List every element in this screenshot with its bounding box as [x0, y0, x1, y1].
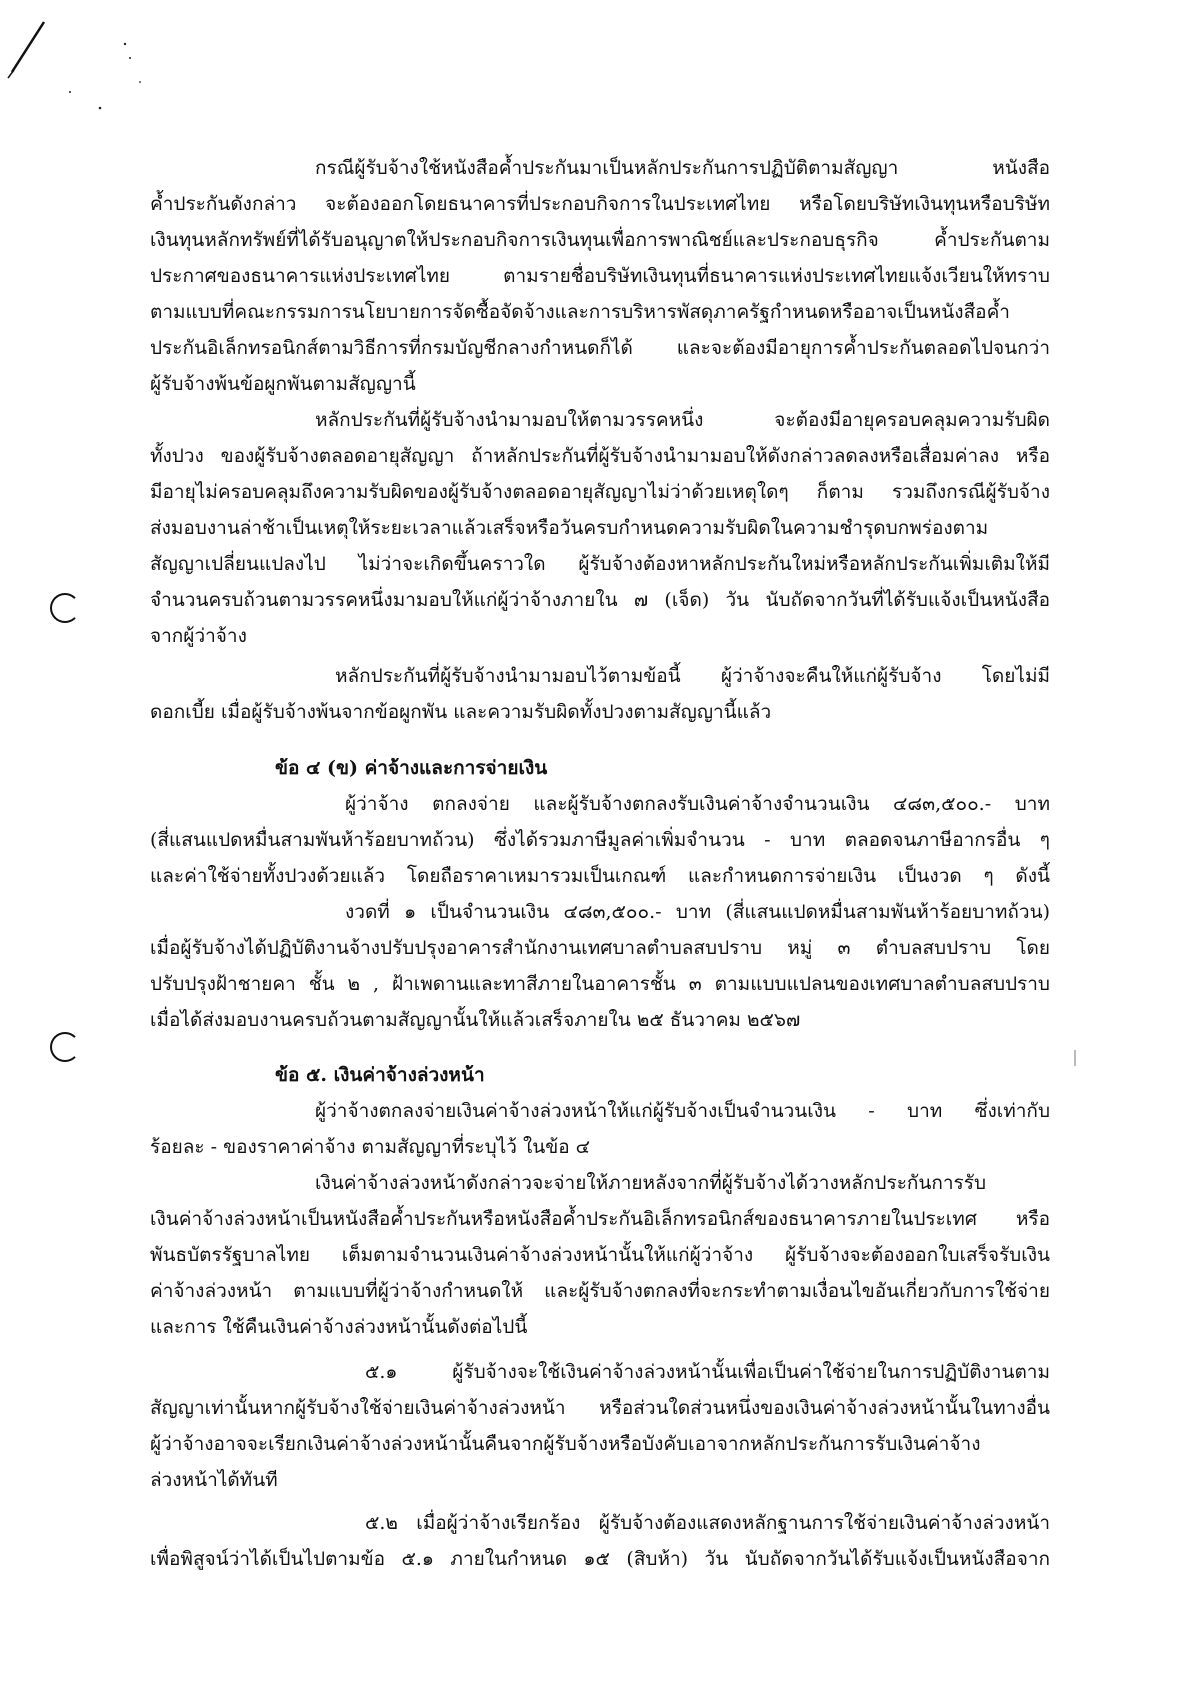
text-line: ส่งมอบงานล่าช้าเป็นเหตุให้ระยะเวลาแล้วเสร็จหรือวันครบกำหนดความรับผิดในความชำรุดบกพร่องตาม	[150, 517, 989, 539]
section-heading: ข้อ ๕. เงินค่าจ้างล่วงหน้า	[275, 1064, 485, 1086]
text-line: กรณีผู้รับจ้างใช้หนังสือค้ำประกันมาเป็นหลักประกันการปฏิบัติตามสัญญา หนังสือ	[315, 157, 1050, 179]
dust-speck	[129, 57, 131, 59]
text-line: ทั้งปวง ของผู้รับจ้างตลอดอายุสัญญา ถ้าหลักประกันที่ผู้รับจ้างนำมามอบให้ดังกล่าวลดลงหรือเสื่อมค่าลง หรือ	[150, 445, 1050, 467]
dust-speck	[99, 107, 102, 110]
text-line: เมื่อผู้รับจ้างได้ปฏิบัติงานจ้างปรับปรุงอาคารสำนักงานเทศบาลตำบลสบปราบ หมู่ ๓ ตำบลสบปราบ โดย	[150, 937, 1050, 959]
text-line: ดอกเบี้ย เมื่อผู้รับจ้างพ้นจากข้อผูกพัน และความรับผิดทั้งปวงตามสัญญานี้แล้ว	[150, 701, 772, 723]
text-line: ประกาศของธนาคารแห่งประเทศไทย ตามรายชื่อบริษัทเงินทุนที่ธนาคารแห่งประเทศไทยแจ้งเวียนให้ทราบ	[150, 265, 1050, 287]
text-line: ล่วงหน้าได้ทันที	[150, 1469, 278, 1491]
text-line: ผู้ว่าจ้าง ตกลงจ่าย และผู้รับจ้างตกลงรับเงินค่าจ้างจำนวนเงิน ๔๘๓,๕๐๐.- บาท	[345, 793, 1050, 815]
pen-stroke-mark	[12, 22, 44, 72]
pen-tick-mark	[8, 70, 14, 78]
section-heading: ข้อ ๔ (ข) ค่าจ้างและการจ่ายเงิน	[275, 757, 548, 779]
text-line: ประกันอิเล็กทรอนิกส์ตามวิธีการที่กรมบัญชีกลางกำหนดก็ได้ และจะต้องมีอายุการค้ำประกันตลอดไปจนกว่า	[150, 337, 1050, 359]
text-line: จากผู้ว่าจ้าง	[150, 625, 247, 647]
binder-hole-mark	[50, 593, 80, 623]
text-line: เงินค่าจ้างล่วงหน้าดังกล่าวจะจ่ายให้ภายหลังจากที่ผู้รับจ้างได้วางหลักประกันการรับ	[315, 1172, 987, 1194]
text-line: พันธบัตรรัฐบาลไทย เต็มตามจำนวนเงินค่าจ้างล่วงหน้านั้นให้แก่ผู้ว่าจ้าง ผู้รับจ้างจะต้องออกใบเสร็จรับเงิน	[150, 1244, 1050, 1266]
text-line: ร้อยละ - ของราคาค่าจ้าง ตามสัญญาที่ระบุไว้ ในข้อ ๔	[150, 1136, 591, 1158]
text-line: หลักประกันที่ผู้รับจ้างนำมามอบให้ตามวรรคหนึ่ง จะต้องมีอายุครอบคลุมความรับผิด	[315, 409, 1050, 431]
text-line: หลักประกันที่ผู้รับจ้างนำมามอบไว้ตามข้อนี้ ผู้ว่าจ้างจะคืนให้แก่ผู้รับจ้าง โดยไม่มี	[335, 665, 1050, 687]
text-line: ผู้รับจ้างพ้นข้อผูกพันตามสัญญานี้	[150, 373, 416, 395]
text-line: ค่าจ้างล่วงหน้า ตามแบบที่ผู้ว่าจ้างกำหนดให้ และผู้รับจ้างตกลงที่จะกระทำตามเงื่อนไขอันเกี่ยวกับการใช้จ่าย	[150, 1280, 1050, 1302]
text-line: และค่าใช้จ่ายทั้งปวงด้วยแล้ว โดยถือราคาเหมารวมเป็นเกณฑ์ และกำหนดการจ่ายเงิน เป็นงวด ๆ ดังนี้	[150, 865, 1050, 887]
text-line: เพื่อพิสูจน์ว่าได้เป็นไปตามข้อ ๕.๑ ภายในกำหนด ๑๕ (สิบห้า) วัน นับถัดจากวันได้รับแจ้งเป็นหนังสือจาก	[150, 1548, 1050, 1570]
text-line: ปรับปรุงฝ้าชายคา ชั้น ๒ , ฝ้าเพดานและทาสีภายในอาคารชั้น ๓ ตามแบบแปลนของเทศบาลตำบลสบปราบ	[150, 973, 1050, 995]
dust-speck	[124, 43, 126, 45]
text-line: (สี่แสนแปดหมื่นสามพันห้าร้อยบาทถ้วน) ซึ่งได้รวมภาษีมูลค่าเพิ่มจำนวน - บาท ตลอดจนภาษีอากรอื่น ๆ	[150, 829, 1050, 851]
text-line: ผู้ว่าจ้างตกลงจ่ายเงินค่าจ้างล่วงหน้าให้แก่ผู้รับจ้างเป็นจำนวนเงิน - บาท ซึ่งเท่ากับ	[315, 1100, 1050, 1122]
text-line: เมื่อได้ส่งมอบงานครบถ้วนตามสัญญานั้นให้แล้วเสร็จภายใน ๒๕ ธันวาคม ๒๕๖๗	[150, 1009, 801, 1031]
text-line: เงินค่าจ้างล่วงหน้าเป็นหนังสือค้ำประกันหรือหนังสือค้ำประกันอิเล็กทรอนิกส์ของธนาคารภายในประเทศ หรือ	[150, 1208, 1050, 1230]
text-line: และการ ใช้คืนเงินค่าจ้างล่วงหน้านั้นดังต่อไปนี้	[150, 1316, 528, 1338]
text-line: ๕.๒ เมื่อผู้ว่าจ้างเรียกร้อง ผู้รับจ้างต้องแสดงหลักฐานการใช้จ่ายเงินค่าจ้างล่วงหน้า	[365, 1512, 1050, 1534]
text-line: ผู้ว่าจ้างอาจจะเรียกเงินค่าจ้างล่วงหน้านั้นคืนจากผู้รับจ้างหรือบังคับเอาจากหลักประกันการรับเงินค่าจ้าง	[150, 1433, 981, 1455]
text-line: สัญญาเปลี่ยนแปลงไป ไม่ว่าจะเกิดขึ้นคราวใด ผู้รับจ้างต้องหาหลักประกันใหม่หรือหลักประกันเพิ่มเติมให้มี	[150, 553, 1050, 575]
text-line: ค้ำประกันดังกล่าว จะต้องออกโดยธนาคารที่ประกอบกิจการในประเทศไทย หรือโดยบริษัทเงินทุนหรือบริษัท	[150, 193, 1050, 215]
text-line: ตามแบบที่คณะกรรมการนโยบายการจัดซื้อจัดจ้างและการบริหารพัสดุภาครัฐกำหนดหรืออาจเป็นหนังสือค้ำ	[150, 301, 1010, 323]
text-line: เงินทุนหลักทรัพย์ที่ได้รับอนุญาตให้ประกอบกิจการเงินทุนเพื่อการพาณิชย์และประกอบธุรกิจ ค้ำประกันตาม	[150, 229, 1050, 251]
text-line: มีอายุไม่ครอบคลุมถึงความรับผิดของผู้รับจ้างตลอดอายุสัญญาไม่ว่าด้วยเหตุใดๆ ก็ตาม รวมถึงกรณีผู้รับจ้าง	[150, 481, 1050, 503]
dust-speck	[69, 91, 71, 93]
dust-speck	[139, 81, 141, 83]
text-line: จำนวนครบถ้วนตามวรรคหนึ่งมามอบให้แก่ผู้ว่าจ้างภายใน ๗ (เจ็ด) วัน นับถัดจากวันที่ได้รับแจ้งเป็นหนังสือ	[150, 589, 1050, 611]
text-line: สัญญาเท่านั้นหากผู้รับจ้างใช้จ่ายเงินค่าจ้างล่วงหน้า หรือส่วนใดส่วนหนึ่งของเงินค่าจ้างล่วงหน้านั้นในทางอื่น	[150, 1397, 1050, 1419]
text-line: งวดที่ ๑ เป็นจำนวนเงิน ๔๘๓,๕๐๐.- บาท (สี่แสนแปดหมื่นสามพันห้าร้อยบาทถ้วน)	[345, 901, 1050, 923]
binder-hole-mark	[50, 1032, 80, 1062]
text-line: ๕.๑ ผู้รับจ้างจะใช้เงินค่าจ้างล่วงหน้านั้นเพื่อเป็นค่าใช้จ่ายในการปฏิบัติงานตาม	[365, 1361, 1050, 1383]
